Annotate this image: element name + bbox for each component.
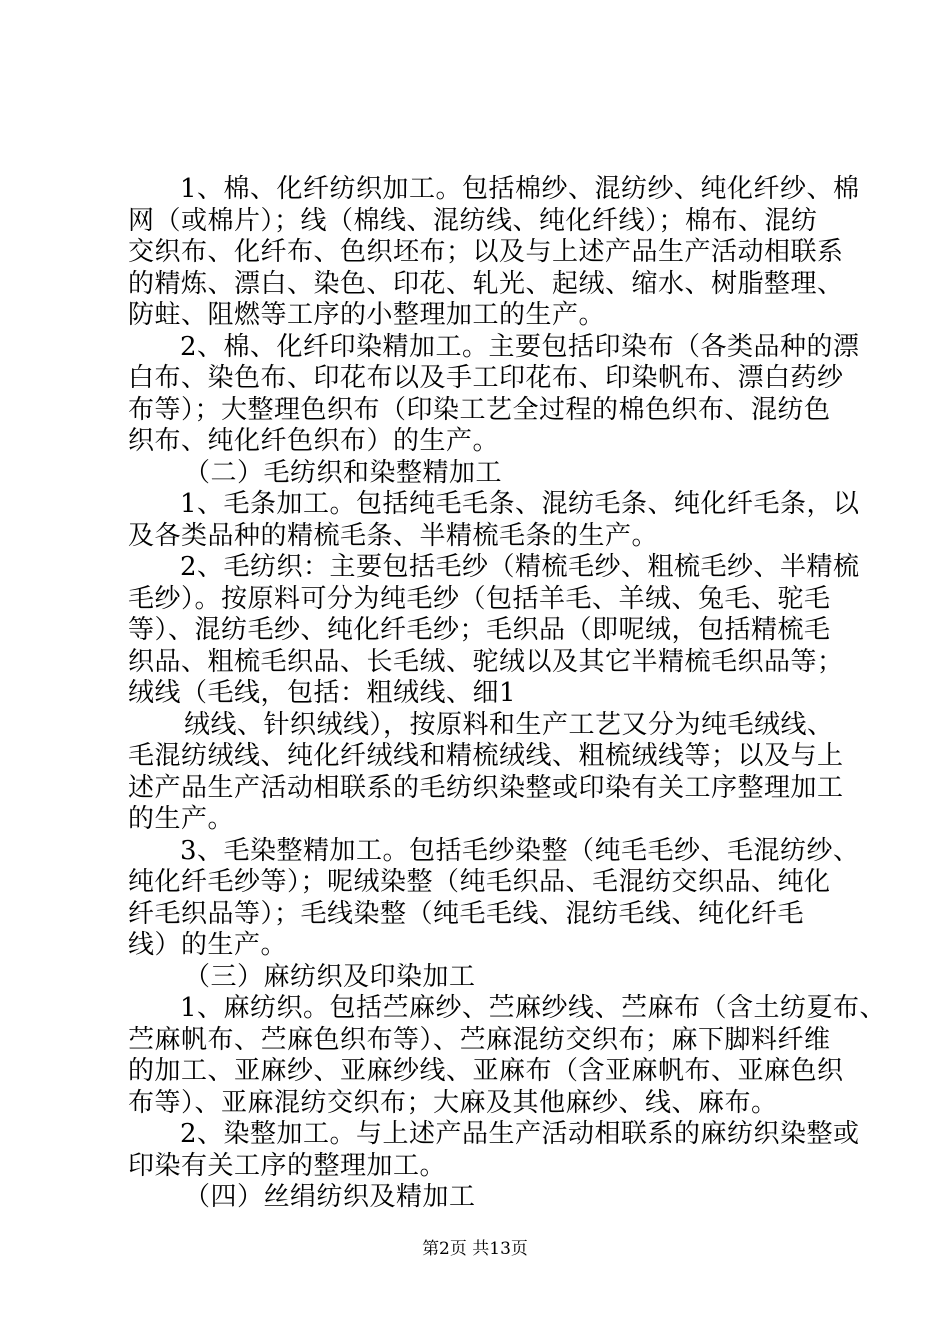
text-line: 纯化纤毛纱等）；呢绒染整（纯毛织品、毛混纺交织品、纯化 <box>128 867 831 897</box>
section-heading: （三）麻纺织及印染加工 <box>184 961 476 992</box>
text-line: 交织布、化纤布、色织坯布；以及与上述产品生产活动相联系 <box>128 237 844 267</box>
page-number: 第2页 共13页 <box>422 1239 528 1259</box>
text-line: 的精炼、漂白、染色、印花、轧光、起绒、缩水、树脂整理、 <box>128 268 844 299</box>
text-line: 及各类品种的精梳毛条、半精梳毛条的生产。 <box>128 520 659 551</box>
text-line: 苎麻帆布、苎麻色织布等）、苎麻混纺交织布；麻下脚料纤维 <box>128 1024 831 1055</box>
text-line: 3、毛染整精加工。包括毛纱染整（纯毛毛纱、毛混纺纱、 <box>180 835 860 866</box>
text-line: 绒线（毛线，包括：粗绒线、细1 <box>128 678 517 708</box>
text-line: 印染有关工序的整理加工。 <box>128 1150 447 1181</box>
text-line: 1、毛条加工。包括纯毛毛条、混纺毛条、纯化纤毛条，以 <box>180 489 860 519</box>
text-line: 毛混纺绒线、纯化纤绒线和精梳绒线、粗梳绒线等；以及与上 <box>128 741 844 771</box>
text-line: 防蛀、阻燃等工序的小整理加工的生产。 <box>128 300 606 330</box>
text-line: 1、麻纺织。包括苎麻纱、苎麻纱线、苎麻布（含土纺夏布、 <box>180 993 887 1023</box>
text-line: 的加工、亚麻纱、亚麻纱线、亚麻布（含亚麻帆布、亚麻色织 <box>128 1056 844 1086</box>
text-line: 纤毛织品等）；毛线染整（纯毛毛线、混纺毛线、纯化纤毛 <box>128 898 805 929</box>
text-line: 毛纱）。按原料可分为纯毛纱（包括羊毛、羊绒、兔毛、驼毛 <box>128 583 831 614</box>
text-line: 1、棉、化纤纺织加工。包括棉纱、混纺纱、纯化纤纱、棉 <box>180 174 860 204</box>
text-line: 等）、混纺毛纱、纯化纤毛纱；毛织品（即呢绒，包括精梳毛 <box>128 615 831 645</box>
text-line: 布等）；大整理色织布（印染工艺全过程的棉色织布、混纺色 <box>128 394 831 425</box>
section-heading: （四）丝绢纺织及精加工 <box>184 1182 476 1212</box>
text-line: 线）的生产。 <box>128 930 288 960</box>
text-line: 织品、粗梳毛织品、长毛绒、驼绒以及其它半精梳毛织品等； <box>128 646 844 677</box>
text-line: 的生产。 <box>128 804 235 834</box>
text-line: 布等）、亚麻混纺交织布；大麻及其他麻纱、线、麻布。 <box>128 1087 778 1118</box>
section-heading: （二）毛纺织和染整精加工 <box>184 457 503 488</box>
text-line: 白布、染色布、印花布以及手工印花布、印染帆布、漂白药纱 <box>128 363 844 393</box>
document-body <box>128 174 887 1214</box>
text-line: 2、棉、化纤印染精加工。主要包括印染布（各类品种的漂 <box>180 331 860 362</box>
text-line: 绒线、针织绒线），按原料和生产工艺又分为纯毛绒线、 <box>184 709 834 740</box>
text-line: 2、毛纺织：主要包括毛纱（精梳毛纱、粗梳毛纱、半精梳 <box>180 552 860 582</box>
text-line: 2、染整加工。与上述产品生产活动相联系的麻纺织染整或 <box>180 1119 860 1149</box>
page-footer <box>0 1238 950 1260</box>
text-line: 述产品生产活动相联系的毛纺织染整或印染有关工序整理加工 <box>128 772 844 803</box>
text-line: 织布、纯化纤色织布）的生产。 <box>128 426 500 456</box>
text-line: 网（或棉片）；线（棉线、混纺线、纯化纤线）；棉布、混纺 <box>128 205 818 236</box>
